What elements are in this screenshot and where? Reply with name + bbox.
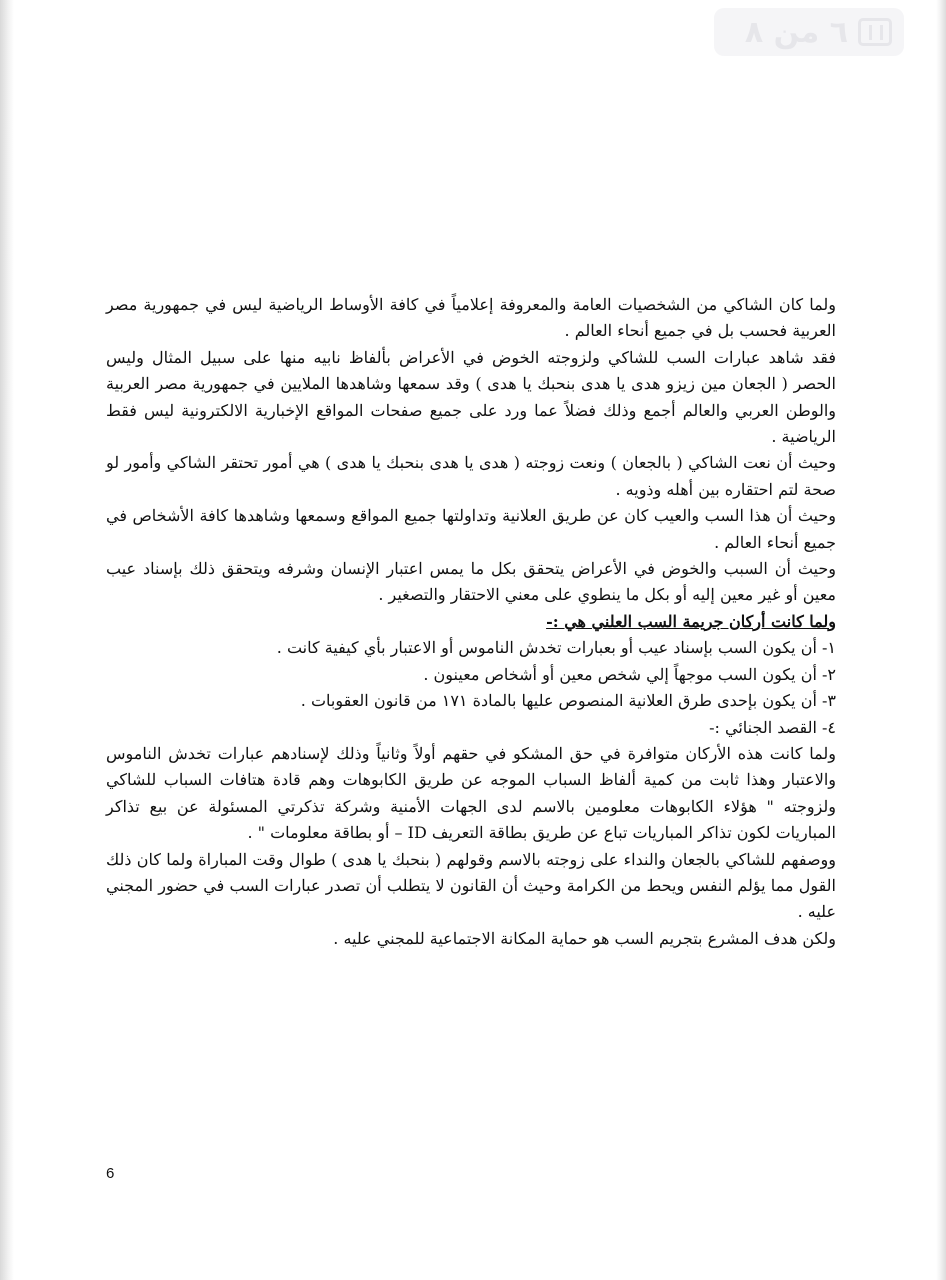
paragraph: فقد شاهد عبارات السب للشاكي ولزوجته الخوض في الأعراض بألفاظ نابيه منها على سبيل المثال وليس الحصر ( الجعان مين زيزو هدى يا هدى بنحبك يا هدى ) وقد سمعها وشاهدها الملايين في جمهورية مصر العربية والوطن العربي والعالم أجمع وذلك فضلاً عما ورد على جميع صفحات المواقع الإخبارية الالكترونية ليس فقط الرياضية . (106, 347, 836, 447)
paragraph: ولما كانت هذه الأركان متوافرة في حق المشكو في حقهم أولاً وثانياً وذلك لإسنادهم عبارات تخدش الناموس والاعتبار وهذا ثابت من كمية ألفاظ السباب الموجه عن طريق الكابوهات وهم قادة هتافات السباب للشاكي ولزوجته " هؤلاء الكابوهات معلومين بالاسم لدى الجهات الأمنية وشركة تذكرتي المسئولة عن بيع تذاكر المباريات لكون تذاكر المباريات تباع عن طريق بطاقة التعريف ID – أو بطاقة معلومات " . (106, 743, 836, 843)
list-item: ١- أن يكون السب بإسناد عيب أو بعبارات تخدش الناموس أو الاعتبار بأي كيفية كانت . (276, 638, 836, 658)
list-item: ٢- أن يكون السب موجهاً إلي شخص معين أو أشخاص معينون . (423, 664, 836, 684)
page-frame-left (0, 0, 14, 1280)
page-indicator-text: ٦ من ٨ (744, 14, 848, 50)
page-number: 6 (106, 1165, 115, 1182)
list-item: ٣- أن يكون بإحدى طرق العلانية المنصوص عليها بالمادة ١٧١ من قانون العقوبات . (300, 691, 836, 711)
paragraph: وحيث أن هذا السب والعيب كان عن طريق العلانية وتداولتها جميع المواقع وسمعها وشاهدها كافة الأشخاص في جميع أنحاء العالم . (106, 506, 836, 552)
paragraph: ووصفهم للشاكي بالجعان والنداء على زوجته بالاسم وقولهم ( بنحبك يا هدى ) طوال وقت المباراة ولما كان ذلك القول مما يؤلم النفس ويحط من الكرامة وحيث أن القانون لا يتطلب أن تصدر عبارات السب في حضور المجني عليه . (106, 849, 837, 922)
section-heading: ولما كانت أركان جريمة السب العلني هي :- (546, 611, 836, 631)
document-body (106, 292, 836, 952)
list-item: ٤- القصد الجنائي :- (709, 717, 836, 737)
page-indicator (714, 8, 904, 56)
paragraph: وحيث أن نعت الشاكي ( بالجعان ) ونعت زوجته ( هدى يا هدى بنحبك يا هدى ) هي أمور تحتقر الشاكي وأمور لو صحة لتم احتقاره بين أهله وذويه . (106, 453, 836, 499)
page-frame-right (936, 0, 946, 1280)
paragraph: وحيث أن السبب والخوض في الأعراض يتحقق بكل ما يمس اعتبار الإنسان وشرفه ويتحقق ذلك بإسناد عيب معين أو غير معين إليه أو بكل ما ينطوي على معني الاحتقار والتصغير . (106, 559, 836, 605)
paragraph: ولما كان الشاكي من الشخصيات العامة والمعروفة إعلامياً في كافة الأوساط الرياضية ليس في جمهورية مصر العربية فحسب بل في جميع أنحاء العالم . (106, 295, 837, 341)
document-pages-icon (858, 18, 892, 46)
paragraph: ولكن هدف المشرع بتجريم السب هو حماية المكانة الاجتماعية للمجني عليه . (333, 928, 836, 948)
